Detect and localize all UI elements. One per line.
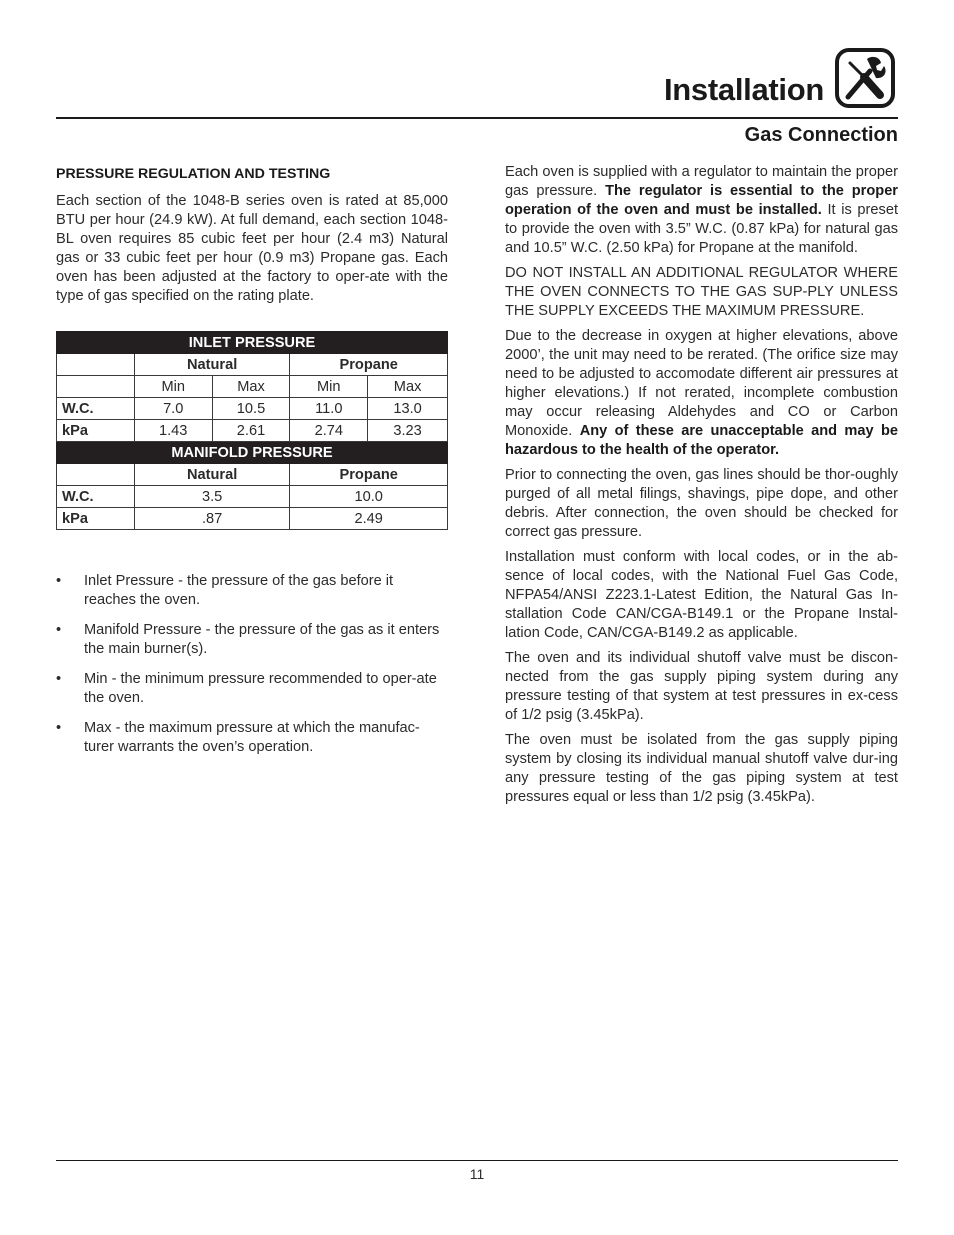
tools-icon <box>834 47 896 109</box>
purge-paragraph: Prior to connecting the oven, gas lines should be thor-oughly purged of all metal filings, shavings, pipe dope, and other debris. After connection, the oven should be checked for correct gas pressure. <box>505 467 898 540</box>
table-row <box>57 376 448 398</box>
bullet: • <box>56 671 62 687</box>
table-row <box>57 464 448 486</box>
warning-paragraph: DO NOT INSTALL AN ADDITIONAL REGULATOR WHERE THE OVEN CONNECTS TO THE GAS SUP-PLY UNLESS THE SUPPLY EXCEEDS THE MAXIMUM PRESSURE. <box>505 265 898 319</box>
isolate-paragraph: The oven must be isolated from the gas supply piping system by closing its individual manual shutoff valve dur-ing any pressure testing of the gas piping system at test pressures equal or less than 1/2 psig (3.45kPa). <box>505 732 898 805</box>
table-cell: 3.23 <box>368 420 448 442</box>
list-item: • Min - the minimum pressure recommended to oper-ate the oven. <box>56 671 437 706</box>
inlet-pressure-title: INLET PRESSURE <box>57 332 448 354</box>
table-cell: 10.0 <box>290 486 448 508</box>
propane-header: Propane <box>290 464 448 486</box>
list-item: • Max - the maximum pressure at which the manufac-turer warrants the oven’s operation. <box>56 720 420 755</box>
page-number: 11 <box>469 1166 485 1182</box>
pressure-heading: PRESSURE REGULATION AND TESTING <box>56 166 331 182</box>
row-label: W.C. <box>57 486 135 508</box>
min-header: Min <box>290 376 368 398</box>
header-rule <box>56 117 898 119</box>
natural-header: Natural <box>134 354 290 376</box>
regulator-paragraph: Each oven is supplied with a regulator to maintain the proper gas pressure. The regulator is essential to the proper operation of the oven and must be installed. It is preset to provide the oven with 3.5” W.C. (0.87 kPa) for natural gas and 10.5” W.C. (2.50 kPa) for Propane at the manifold. <box>505 164 898 256</box>
max-header: Max <box>368 376 448 398</box>
list-item: • Inlet Pressure - the pressure of the gas before it reaches the oven. <box>56 573 394 608</box>
table-row <box>57 508 448 530</box>
bullet: • <box>56 573 62 589</box>
manifold-pressure-title: MANIFOLD PRESSURE <box>57 442 448 464</box>
row-label: kPa <box>57 508 135 530</box>
table-cell: 2.49 <box>290 508 448 530</box>
footer-rule <box>56 1160 898 1161</box>
right-column <box>505 163 898 813</box>
list-item: • Manifold Pressure - the pressure of the gas as it enters the main burner(s). <box>56 622 440 657</box>
table-cell: 13.0 <box>368 398 448 420</box>
table-row <box>57 354 448 376</box>
bullet: • <box>56 622 62 638</box>
min-header: Min <box>134 376 212 398</box>
row-label: kPa <box>57 420 135 442</box>
table-cell: 10.5 <box>212 398 290 420</box>
manifold-pressure-header <box>57 442 448 464</box>
section-title: Gas Connection <box>744 124 898 146</box>
table-cell: 1.43 <box>134 420 212 442</box>
table-cell: 11.0 <box>290 398 368 420</box>
definitions-list <box>56 572 448 768</box>
disconnect-paragraph: The oven and its individual shutoff valve must be discon-nected from the gas supply piping system during any pressure testing of that system at test pressures in ex-cess of 1/2 psig (3.45kPa). <box>505 650 898 723</box>
table-row <box>57 398 448 420</box>
propane-header: Propane <box>290 354 448 376</box>
pressure-table <box>56 331 448 530</box>
max-header: Max <box>212 376 290 398</box>
elevation-paragraph: Due to the decrease in oxygen at higher elevations, above 2000’, the unit may need to be rerated. (The orifice size may need to be adjusted to accomodate different air pressures at higher elevations.) If not rerated, incomplete combustion may occur releasing Aldehydes and CO or Carbon Monoxide. Any of these are unacceptable and may be hazardous to the health of the operator. <box>505 328 898 458</box>
page-title: Installation <box>663 72 824 107</box>
left-column <box>56 163 448 312</box>
table-row <box>57 420 448 442</box>
table-cell: 2.74 <box>290 420 368 442</box>
natural-header: Natural <box>134 464 290 486</box>
row-label: W.C. <box>57 398 135 420</box>
bullet: • <box>56 720 62 736</box>
table-cell: 2.61 <box>212 420 290 442</box>
inlet-pressure-header <box>57 332 448 354</box>
table-cell: .87 <box>134 508 290 530</box>
table-cell: 3.5 <box>134 486 290 508</box>
codes-paragraph: Installation must conform with local codes, or in the ab-sence of local codes, with the National Fuel Gas Code, NFPA54/ANSI Z223.1-Latest Edition, the Natural Gas In-stallation Code CAN/CGA-B149.1 or the Propane Instal-lation Code, CAN/CGA-B149.2 as applicable. <box>505 549 898 641</box>
intro-paragraph: Each section of the 1048-B series oven is rated at 85,000 BTU per hour (24.9 kW). At full demand, each section 1048-BL oven requires 85 cubic feet per hour (2.4 m3) Natural gas or 33 cubic feet per hour (0.9 m3) Propane gas. Each oven has been adjusted at the factory to oper-ate with the type of gas specified on the rating plate. <box>56 193 448 304</box>
table-cell: 7.0 <box>134 398 212 420</box>
table-row <box>57 486 448 508</box>
